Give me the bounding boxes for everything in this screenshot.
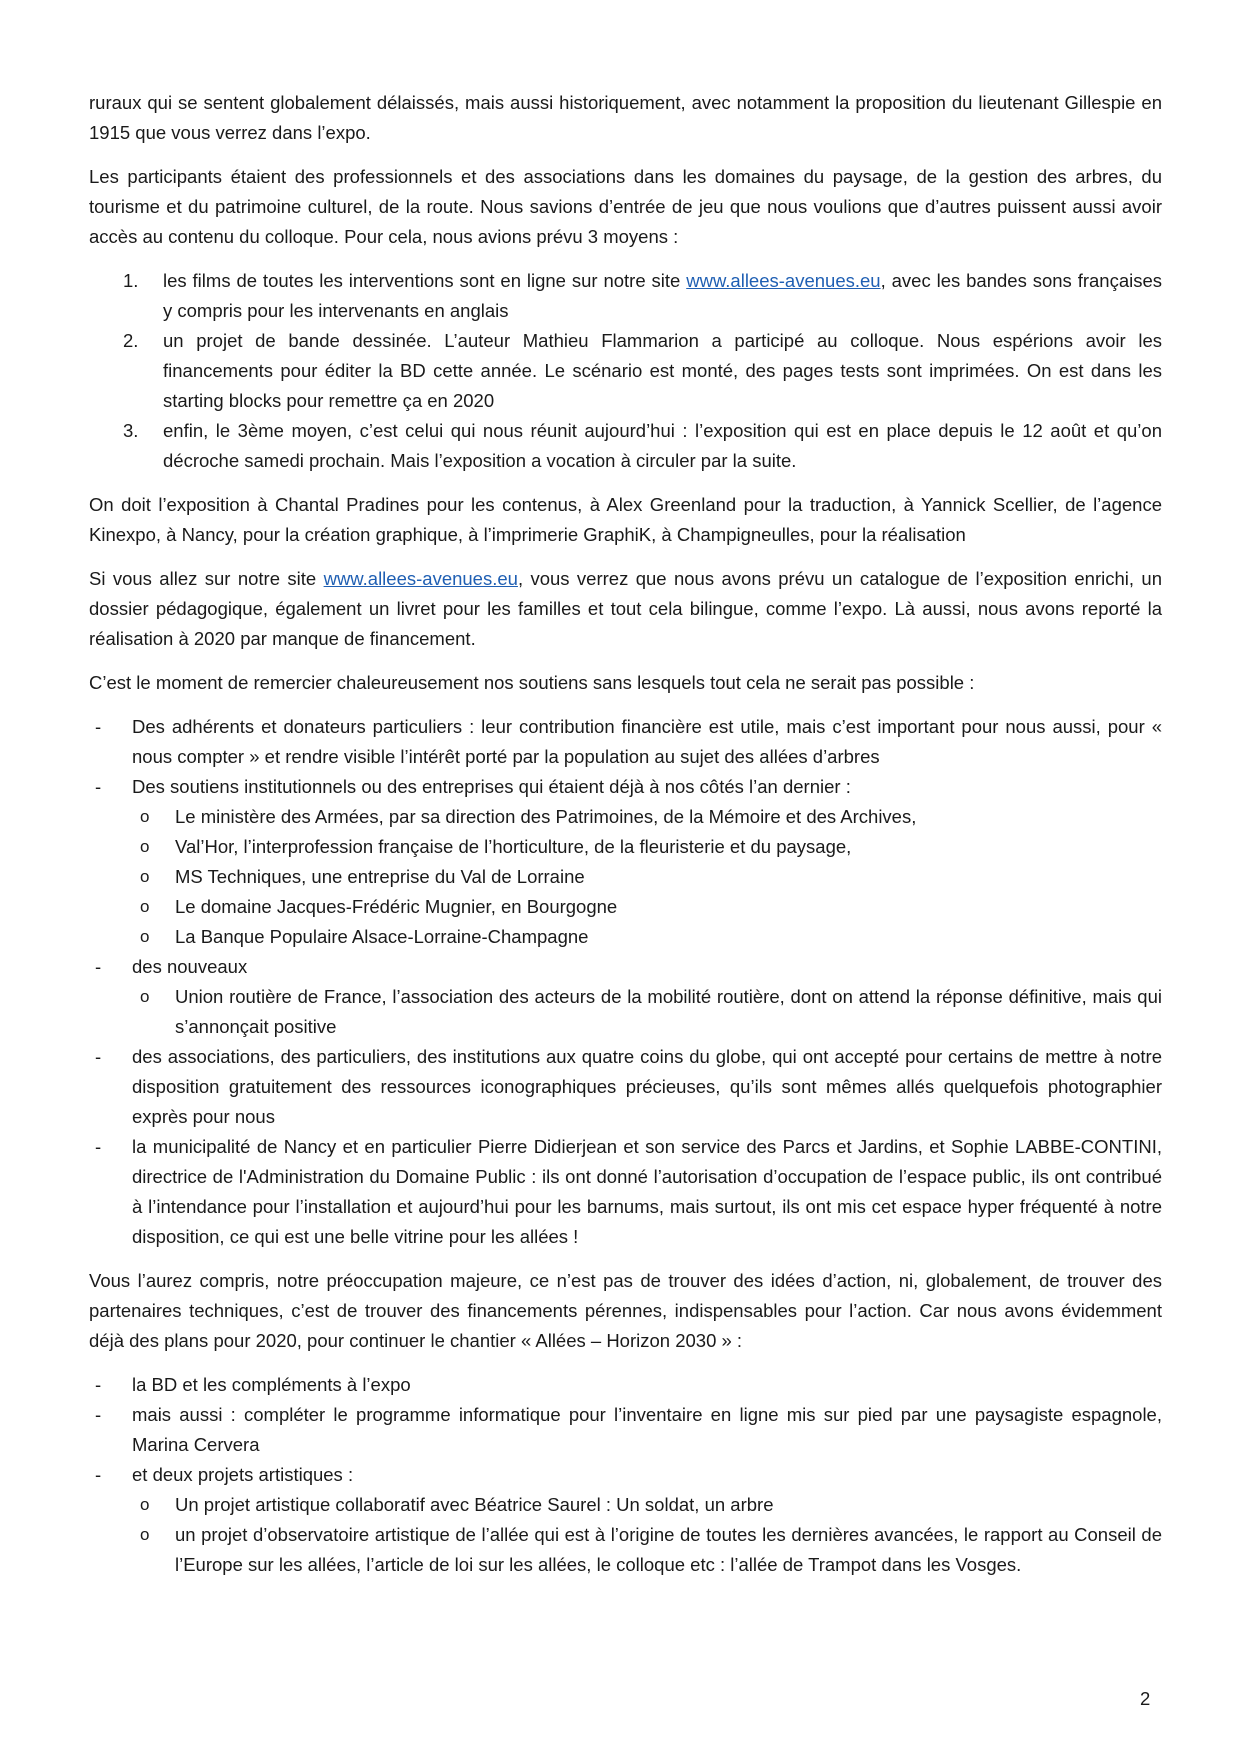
circle-bullet: o bbox=[140, 807, 150, 826]
circle-bullet: o bbox=[140, 1525, 150, 1544]
dash-bullet: - bbox=[95, 1046, 102, 1067]
paragraph-thanks: C’est le moment de remercier chaleureusement nos soutiens sans lesquels tout cela ne serait pas possible : bbox=[89, 672, 975, 693]
list-item-text: des associations, des particuliers, des institutions aux quatre coins du globe, qui ont accepté pour certains de mettre à notre disposition gratuitement des ressources iconographiques précieuses, qu’ils sont mêmes allés quelquefois photographier exprès pour nous bbox=[132, 1046, 1162, 1127]
dash-bullet: - bbox=[95, 776, 102, 797]
circle-bullet: o bbox=[140, 927, 150, 946]
dash-bullet: - bbox=[95, 716, 102, 737]
paragraph-intro: ruraux qui se sentent globalement délaissés, mais aussi historiquement, avec notamment la proposition du lieutenant Gillespie en 1915 que vous verrez dans l’expo. bbox=[89, 92, 1162, 143]
sub-list-item-text: MS Techniques, une entreprise du Val de Lorraine bbox=[175, 866, 585, 887]
means-item-2 bbox=[89, 326, 1162, 416]
list-item-text: et deux projets artistiques : bbox=[132, 1464, 354, 1485]
list-item-text: Des soutiens institutionnels ou des entreprises qui étaient déjà à nos côtés l’an dernier : bbox=[132, 776, 851, 797]
circle-bullet: o bbox=[140, 897, 150, 916]
circle-bullet: o bbox=[140, 867, 150, 886]
paragraph-funding: Vous l’aurez compris, notre préoccupation majeure, ce n’est pas de trouver des idées d’action, ni, globalement, de trouver des partenaires techniques, c’est de trouver des financements pérennes, indispensables pour l’action. Car nous avons évidemment déjà des plans pour 2020, pour continuer le chantier « Allées – Horizon 2030 » : bbox=[89, 1270, 1162, 1351]
list-item bbox=[89, 1370, 1162, 1400]
circle-bullet: o bbox=[140, 1495, 150, 1514]
sub-list-item-text: La Banque Populaire Alsace-Lorraine-Champagne bbox=[175, 926, 589, 947]
dash-bullet: - bbox=[95, 1404, 102, 1425]
means-item-1 bbox=[89, 266, 1162, 326]
list-item bbox=[89, 712, 1162, 772]
list-item bbox=[89, 1132, 1162, 1252]
sub-list-item bbox=[132, 1490, 1162, 1520]
sub-list-item bbox=[132, 802, 1162, 832]
circle-bullet: o bbox=[140, 987, 150, 1006]
dash-bullet: - bbox=[95, 1374, 102, 1395]
means-item-text: les films de toutes les interventions sont en ligne sur notre site bbox=[163, 270, 687, 291]
paragraph-participants: Les participants étaient des professionnels et des associations dans les domaines du paysage, de la gestion des arbres, du tourisme et du patrimoine culturel, de la route. Nous savions d’entrée de jeu que nous voulions que d’autres puissent aussi avoir accès au contenu du colloque. Pour cela, nous avions prévu 3 moyens : bbox=[89, 166, 1162, 247]
means-item-text: , avec les bandes sons françaises y compris pour les intervenants en anglais bbox=[163, 270, 1163, 321]
sub-list-item bbox=[132, 1520, 1162, 1580]
list-item bbox=[89, 952, 1162, 1042]
sub-list-item bbox=[132, 832, 1162, 862]
paragraph-website bbox=[89, 564, 1162, 654]
sub-list-item bbox=[132, 922, 1162, 952]
dash-bullet: - bbox=[95, 1464, 102, 1485]
list-number: 3. bbox=[123, 420, 139, 441]
sub-list-item-text: Le ministère des Armées, par sa direction des Patrimoines, de la Mémoire et des Archives, bbox=[175, 806, 917, 827]
list-item-text: la municipalité de Nancy et en particulier Pierre Didierjean et son service des Parcs et Jardins, et Sophie LABBE-CONTINI, directrice de l'Administration du Domaine Public : ils ont donné l’autorisation d’occupation de l’espace public, ils ont contribué à l’intendance pour l’installation et aujourd’hui pour les barnums, mais surtout, ils ont mis cet espace hyper fréquenté à notre disposition, ce qui est une belle vitrine pour les allées ! bbox=[132, 1136, 1162, 1247]
sub-list-item bbox=[132, 892, 1162, 922]
paragraph-credits: On doit l’exposition à Chantal Pradines pour les contenus, à Alex Greenland pour la traduction, à Yannick Scellier, de l’agence Kinexpo, à Nancy, pour la création graphique, à l’imprimerie GraphiK, à Champigneulles, pour la réalisation bbox=[89, 494, 1162, 545]
website-link[interactable]: www.allees-avenues.eu bbox=[686, 270, 881, 291]
sub-list-item-text: un projet d’observatoire artistique de l’allée qui est à l’origine de toutes les dernières avancées, le rapport au Conseil de l’Europe sur les allées, l’article de loi sur les allées, le colloque etc : l’allée de Trampot dans les Vosges. bbox=[175, 1524, 1162, 1575]
means-item-3 bbox=[89, 416, 1162, 476]
page-number: 2 bbox=[1140, 1688, 1151, 1709]
list-number: 1. bbox=[123, 270, 139, 291]
sub-list bbox=[132, 982, 1162, 1042]
document-page bbox=[89, 88, 1162, 1594]
list-item-text: Des adhérents et donateurs particuliers : leur contribution financière est utile, mais c’est important pour nous aussi, pour « nous compter » et rendre visible l’intérêt porté par la population au sujet des allées d’arbres bbox=[132, 716, 1162, 767]
list-item-text: mais aussi : compléter le programme informatique pour l’inventaire en ligne mis sur pied par une paysagiste espagnole, Marina Cervera bbox=[132, 1404, 1162, 1455]
sub-list-item-text: Un projet artistique collaboratif avec Béatrice Saurel : Un soldat, un arbre bbox=[175, 1494, 774, 1515]
list-item bbox=[89, 1400, 1162, 1460]
sub-list-item-text: Val’Hor, l’interprofession française de l’horticulture, de la fleuristerie et du paysage, bbox=[175, 836, 852, 857]
means-list bbox=[89, 266, 1162, 476]
sub-list bbox=[132, 802, 1162, 952]
sub-list-item bbox=[132, 982, 1162, 1042]
sub-list-item-text: Le domaine Jacques-Frédéric Mugnier, en Bourgogne bbox=[175, 896, 618, 917]
circle-bullet: o bbox=[140, 837, 150, 856]
sub-list-item-text: Union routière de France, l’association des acteurs de la mobilité routière, dont on attend la réponse définitive, mais qui s’annonçait positive bbox=[175, 986, 1162, 1037]
dash-bullet: - bbox=[95, 956, 102, 977]
list-number: 2. bbox=[123, 330, 139, 351]
means-item-text: enfin, le 3ème moyen, c’est celui qui nous réunit aujourd’hui : l’exposition qui est en place depuis le 12 août et qu’on décroche samedi prochain. Mais l’exposition a vocation à circuler par la suite. bbox=[163, 420, 1162, 471]
sub-list-item bbox=[132, 862, 1162, 892]
paragraph-text: , vous verrez que nous avons prévu un catalogue de l’exposition enrichi, un dossier pédagogique, également un livret pour les familles et tout cela bilingue, comme l’expo. Là aussi, nous avons reporté la réalisation à 2020 par manque de financement. bbox=[89, 568, 1162, 649]
list-item bbox=[89, 1042, 1162, 1132]
list-item-text: la BD et les compléments à l’expo bbox=[132, 1374, 411, 1395]
paragraph-text: Si vous allez sur notre site bbox=[89, 568, 324, 589]
list-item bbox=[89, 772, 1162, 952]
dash-bullet: - bbox=[95, 1136, 102, 1157]
plans-list bbox=[89, 1370, 1162, 1580]
means-item-text: un projet de bande dessinée. L’auteur Mathieu Flammarion a participé au colloque. Nous espérions avoir les financements pour éditer la BD cette année. Le scénario est monté, des pages tests sont imprimées. On est dans les starting blocks pour remettre ça en 2020 bbox=[163, 330, 1162, 411]
sub-list bbox=[132, 1490, 1162, 1580]
list-item-text: des nouveaux bbox=[132, 956, 248, 977]
list-item bbox=[89, 1460, 1162, 1580]
website-link[interactable]: www.allees-avenues.eu bbox=[323, 568, 518, 589]
supporters-list bbox=[89, 712, 1162, 1252]
